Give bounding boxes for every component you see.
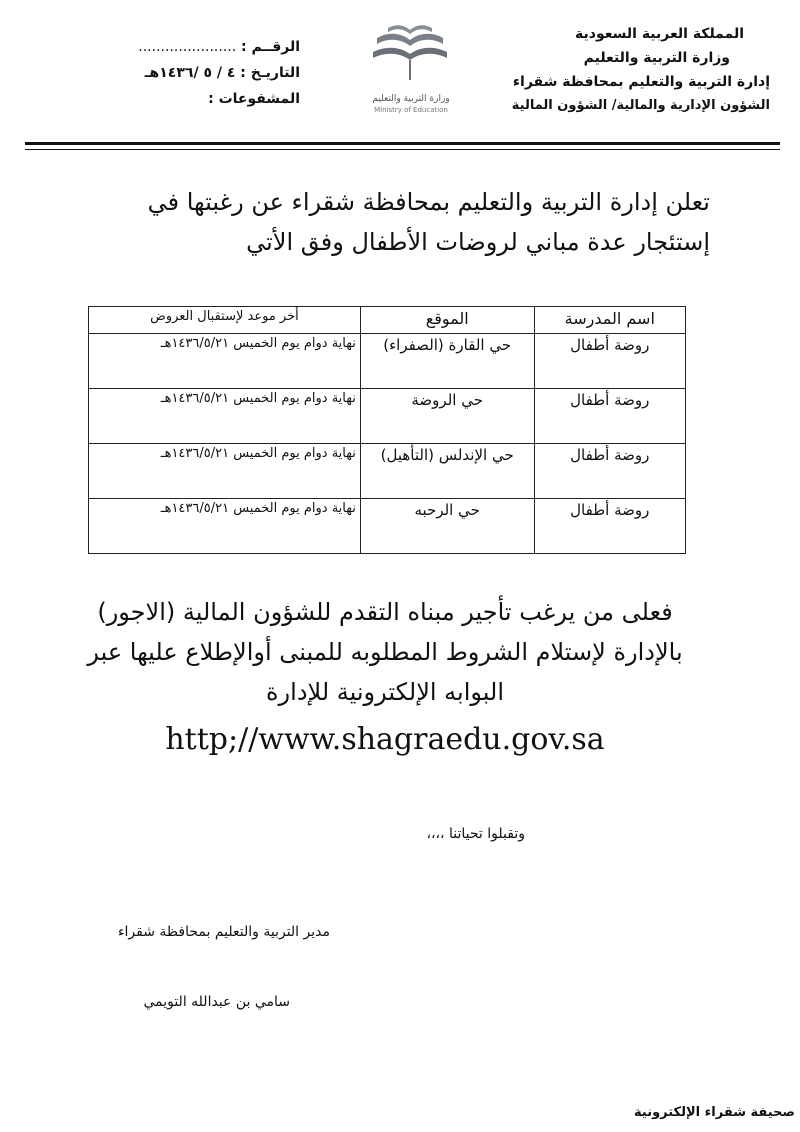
attachments-line [60,86,300,112]
cell-location: حي الرحبه [360,499,534,554]
cell-location: حي القارة (الصفراء) [360,334,534,389]
cell-deadline: نهاية دوام يوم الخميس ١٤٣٦/٥/٢١هـ [89,499,361,554]
cell-deadline: نهاية دوام يوم الخميس ١٤٣٦/٥/٢١هـ [89,389,361,444]
table-header-row [89,307,686,334]
instructions-paragraph [60,592,710,712]
header-school-name: اسم المدرسة [534,307,685,334]
table-row [89,389,686,444]
header-divider-thick [25,142,780,145]
header-location: الموقع [360,307,534,334]
table-row [89,444,686,499]
header-deadline: أخر موعد لإستقبال العروض [89,307,361,334]
table-row [89,499,686,554]
instructions-line-2: بالإدارة لإستلام الشروط المطلوبه للمبنى أوالإطلاع عليها عبر [87,638,683,666]
director-name: سامي بن عبدالله التويمي [143,994,290,1010]
cell-school: روضة أطفال [534,334,685,389]
number-dots: ...................... [138,39,237,55]
date-value: ٤ / ٥ /١٤٣٦هـ [144,65,236,81]
instructions-line-3: البوابه الإلكترونية للإدارة [265,678,505,706]
ministry-name: وزارة التربية والتعليم [583,50,730,66]
logo-text-arabic: وزارة التربية والتعليم [372,94,450,104]
letterhead-left [60,34,300,112]
newspaper-watermark: صحيفة شقراء الإلكترونية [634,1105,795,1120]
buildings-table [88,306,686,554]
cell-school: روضة أطفال [534,499,685,554]
number-label: الرقــم : [241,39,300,55]
cell-location: حي الروضة [360,389,534,444]
announcement-line-2: إستئجار عدة مباني لروضات الأطفال وفق الأتي [246,228,710,256]
letterhead-right [470,22,770,118]
kingdom-name: المملكة العربية السعودية [575,26,744,42]
closing-greeting: وتقبلوا تحياتنا ،،،، [426,826,525,842]
announcement-line-1: تعلن إدارة التربية والتعليم بمحافظة شقراء عن رغبتها في [147,188,710,216]
department-name: إدارة التربية والتعليم بمحافظة شقراء [512,74,770,90]
announcement-title [60,182,710,262]
portal-url: http;//www.shagraedu.gov.sa [165,722,605,757]
cell-deadline: نهاية دوام يوم الخميس ١٤٣٦/٥/٢١هـ [89,444,361,499]
logo-text-english: Ministry of Education [374,106,448,114]
attachments-label: المشفوعات : [208,91,300,107]
date-label: التاريـخ : [240,65,300,81]
table-row [89,334,686,389]
section-name: الشؤون الإدارية والمالية/ الشؤون المالية [511,98,770,113]
ministry-logo [355,18,465,118]
director-title: مدير التربية والتعليم بمحافظة شقراء [117,924,330,940]
instructions-line-1: فعلى من يرغب تأجير مبناه التقدم للشؤون المالية (الاجور) [97,598,673,626]
reference-number-line [60,34,300,60]
date-line [60,60,300,86]
book-logo-icon [355,18,465,93]
cell-deadline: نهاية دوام يوم الخميس ١٤٣٦/٥/٢١هـ [89,334,361,389]
cell-school: روضة أطفال [534,444,685,499]
header-divider-thin [25,149,780,150]
cell-school: روضة أطفال [534,389,685,444]
cell-location: حي الإندلس (التأهيل) [360,444,534,499]
